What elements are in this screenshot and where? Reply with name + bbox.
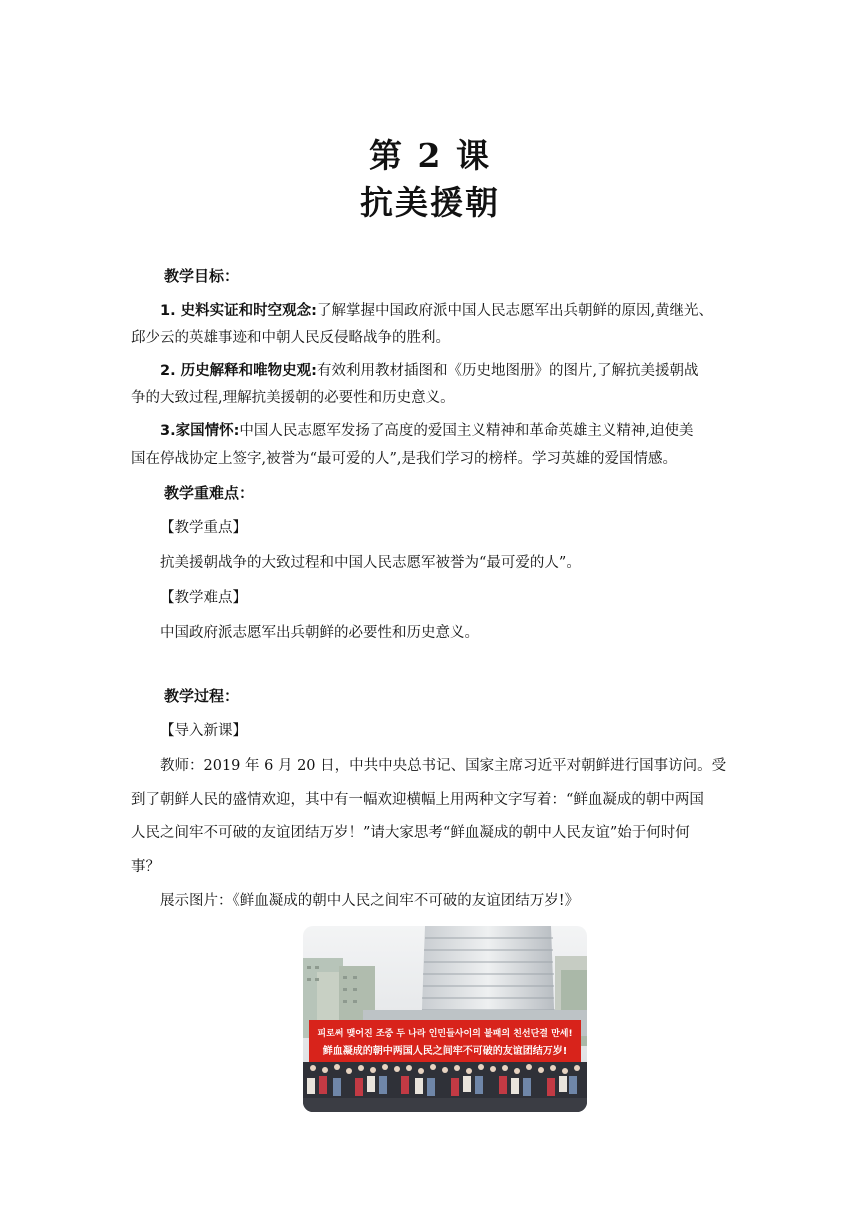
key-points-heading: 教学重难点： (164, 484, 255, 502)
intro-paragraph-line-3: 人民之间牢不可破的友谊团结万岁！”请大家思考“鲜血凝成的朝中人民友谊”始于何时何 (131, 825, 690, 841)
focus-text: 抗美援朝战争的大致过程和中国人民志愿军被誉为“最可爱的人”。 (160, 555, 581, 571)
objective-2-lead: 2. 历史解释和唯物史观: (160, 363, 317, 379)
process-heading: 教学过程： (164, 687, 240, 705)
objective-2-line-2: 争的大致过程,理解抗美援朝的必要性和历史意义。 (131, 390, 455, 406)
objective-2-line-1 (160, 360, 699, 382)
banner-korean-text: 피로써 맺어진 조중 두 나라 인민들사이의 불패의 친선단결 만세! (317, 1029, 573, 1039)
objective-3-line-1 (160, 420, 694, 442)
objective-3-lead: 3.家国情怀: (160, 423, 240, 439)
welcome-banner-photo (303, 926, 587, 1112)
lesson-number: 第 2 课 (369, 136, 491, 175)
objective-1-text: 了解掌握中国政府派中国人民志愿军出兵朝鲜的原因,黄继光、 (316, 303, 714, 319)
objective-1-lead: 1. 史料实证和时空观念: (160, 303, 317, 319)
lesson-title: 抗美援朝 (360, 183, 500, 222)
objective-2-text: 有效利用教材插图和《历史地图册》的图片,了解抗美援朝战 (316, 363, 699, 379)
intro-paragraph-line-1: 教师：2019 年 6 月 20 日，中共中央总书记、国家主席习近平对朝鲜进行国事访问。受 (160, 758, 727, 774)
intro-paragraph-line-4: 事？ (131, 859, 160, 875)
objective-3-text: 中国人民志愿军发扬了高度的爱国主义精神和革命英雄主义精神,迫使美 (239, 423, 694, 439)
focus-label: 【教学重点】 (160, 520, 247, 536)
objective-1-line-2: 邱少云的英雄事迹和中朝人民反侵略战争的胜利。 (131, 330, 450, 346)
difficulty-label: 【教学难点】 (160, 590, 247, 606)
intro-label: 【导入新课】 (160, 723, 247, 739)
intro-paragraph-line-2: 到了朝鲜人民的盛情欢迎，其中有一幅欢迎横幅上用两种文字写着：“鲜血凝成的朝中两国 (131, 792, 704, 808)
objective-3-line-2: 国在停战协定上签字,被誉为“最可爱的人”,是我们学习的榜样。学习英雄的爱国情感。 (131, 451, 678, 467)
show-picture-caption: 展示图片：《鲜血凝成的朝中人民之间牢不可破的友谊团结万岁!》 (160, 893, 580, 909)
difficulty-text: 中国政府派志愿军出兵朝鲜的必要性和历史意义。 (160, 625, 479, 641)
objectives-heading: 教学目标： (164, 267, 240, 285)
banner-chinese-text: 鲜血凝成的朝中两国人民之间牢不可破的友谊团结万岁! (322, 1046, 568, 1057)
objective-1-line-1 (160, 300, 713, 322)
